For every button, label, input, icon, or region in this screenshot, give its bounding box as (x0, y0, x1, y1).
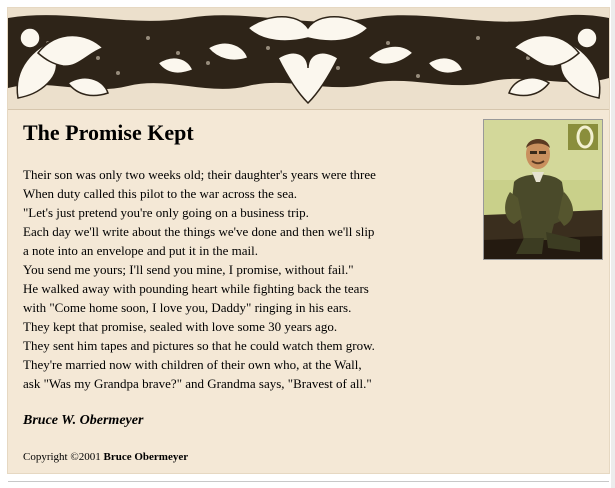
window-edge (611, 0, 615, 488)
poem-line: They sent him tapes and pictures so that he could watch them grow. (23, 338, 375, 353)
poem-line: Their son was only two weeks old; their daughter's years were three (23, 167, 376, 182)
copyright-notice (23, 451, 188, 463)
soldier-photo (483, 119, 603, 260)
ornamental-header-banner (8, 8, 609, 110)
poem-line: with "Come home soon, I love you, Daddy" ringing in his ears. (23, 300, 352, 315)
poem-line: "Let's just pretend you're only going on a business trip. (23, 205, 309, 220)
poem-line: You send me yours; I'll send you mine, I promise, without fail." (23, 262, 354, 277)
poem-line: a note into an envelope and put it in the mail. (23, 243, 259, 258)
poem-line: Each day we'll write about the things we've done and then we'll slip (23, 224, 375, 239)
copyright-name: Bruce Obermeyer (103, 451, 189, 463)
poem-line: ask "Was my Grandpa brave?" and Grandma says, "Bravest of all." (23, 376, 372, 391)
poem-line: When duty called this pilot to the war across the sea. (23, 186, 298, 201)
poem-line: He walked away with pounding heart while fighting back the tears (23, 281, 369, 296)
poem-line: They kept that promise, sealed with love some 30 years ago. (23, 319, 338, 334)
author-name: Bruce W. Obermeyer (23, 413, 144, 428)
page-title: The Promise Kept (23, 120, 194, 145)
footer-divider (8, 481, 609, 482)
copyright-prefix: Copyright ©2001 (23, 451, 101, 463)
poem (23, 165, 376, 393)
floral-ornament-icon (8, 8, 609, 109)
soldier-photo-icon (484, 120, 602, 259)
poem-line: They're married now with children of their own who, at the Wall, (23, 357, 362, 372)
